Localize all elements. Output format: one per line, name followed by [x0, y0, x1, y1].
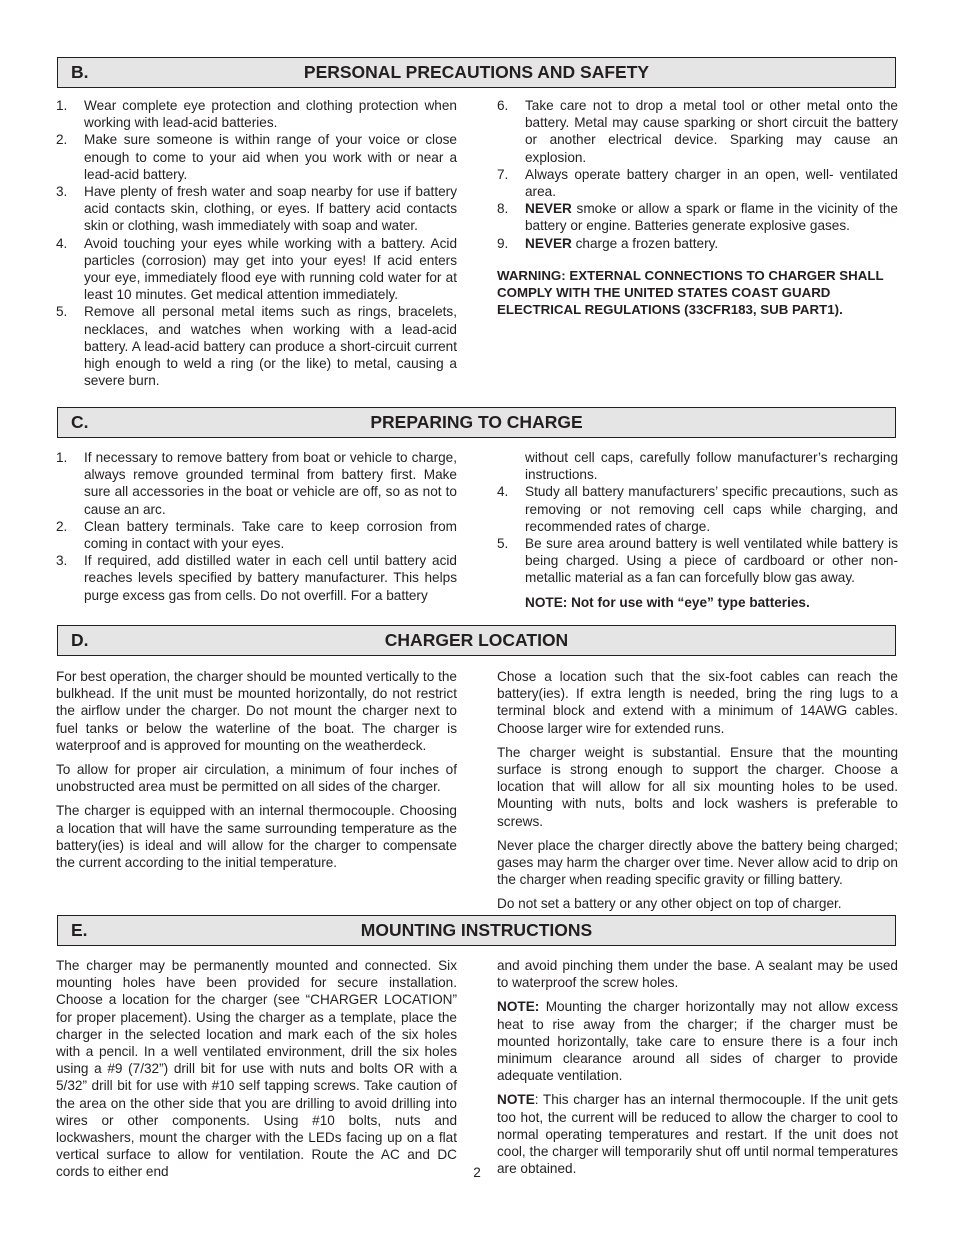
coast-guard-warning: WARNING: EXTERNAL CONNECTIONS TO CHARGER SHALL COMPLY WITH THE UNITED STATES COAST GUARD ELECTRICAL REGULATIONS (33CFR183, SUB PART1).: [497, 267, 884, 318]
item-text: If necessary to remove battery from boat or vehicle to charge, always remove grounded terminal from battery first. Make sure all accessories in the boat or vehicle are off, so as not to cause an arc.: [84, 450, 457, 517]
item-text: If required, add distilled water in each cell until battery acid reaches levels specified by battery manufacturer. This helps purge excess gas from cells. Do not overfill. For a battery: [84, 553, 457, 603]
paragraph: Do not set a battery or any other object on top of charger.: [497, 896, 842, 912]
item-emphasis: NEVER: [525, 201, 572, 217]
item-number: 4.: [497, 484, 509, 500]
section-b-right-list: [497, 97, 898, 252]
note-text: Mounting the charger horizontally may not allow excess heat to rise away from the charger; if the charger must be mounted horizontally, take care to ensure there is a four inch minimum clearance around all sides of charger to provide adequate ventilation.: [497, 999, 898, 1084]
section-d-title: CHARGER LOCATION: [384, 630, 569, 650]
section-b-letter: B.: [71, 62, 89, 82]
item-number: 3.: [56, 553, 68, 569]
section-b-header: [57, 57, 896, 88]
paragraph: and avoid pinching them under the base. A sealant may be used to waterproof the screw holes.: [497, 958, 898, 991]
paragraph: The charger may be permanently mounted and connected. Six mounting holes have been provided for secure installation. Choose a location for the charger (see “CHARGER LOCATION” for proper placement). Using the charger as a template, place the charger in the selected location and mark each of the six holes with a pencil. In a well ventilated environment, drill the six holes using a #9 (7/32”) drill bit for use with nuts and bolts OR with a 5/32” drill bit for use with #10 self tapping screws. Take caution of the area on the other side that you are drilling to avoid drilling into wires or other components. Using #10 bolts, nuts and lockwashers, mount the charger with the LEDs facing up on a flat vertical surface to allow for ventilation. Route the AC and DC cords to either end: [56, 958, 457, 1180]
item-number: 6.: [497, 98, 509, 113]
section-c-header: [57, 407, 896, 438]
section-d-right-column: [497, 668, 898, 920]
list-item: [497, 235, 898, 252]
item-number: 5.: [497, 536, 509, 552]
section-c-title: PREPARING TO CHARGE: [370, 412, 583, 432]
paragraph: For best operation, the charger should be mounted vertically to the bulkhead. If the unit must be mounted horizontally, do not restrict the airflow under the charger. Do not mount the charger next to fuel tanks or below the waterline of the boat. The charger is waterproof and is approved for mounting on the weatherdeck.: [56, 669, 457, 753]
item-number: 5.: [56, 304, 68, 320]
paragraph: The charger is equipped with an internal thermocouple. Choosing a location that will have the same surrounding temperature as the battery(ies) is ideal and will allow for the charger to compensate the current according to the initial temperature.: [56, 803, 457, 871]
list-item: [56, 518, 457, 552]
item-text: Make sure someone is within range of your voice or close enough to come to your aid when you work with or near a lead-acid battery.: [84, 132, 457, 182]
section-b-title: PERSONAL PRECAUTIONS AND SAFETY: [303, 62, 650, 82]
section-c-right-list: [497, 483, 898, 586]
item-text: Avoid touching your eyes while working with a battery. Acid particles (corrosion) may get into your eyes! If acid enters your eye, immediately flood eye with running cold water for at least 10 minutes. Get medical attention immediately.: [84, 235, 457, 303]
item-text: Be sure area around battery is well ventilated while battery is being charged. Using a piece of cardboard or other non-metallic material as a fan can forcefully blow gas away.: [525, 536, 898, 586]
item-text: Study all battery manufacturers’ specific precautions, such as removing or not removing cell caps while charging, and recommended rates of charge.: [525, 484, 898, 534]
item-number: 7.: [497, 166, 509, 182]
item-number: 8.: [497, 201, 509, 217]
eye-battery-note: NOTE: Not for use with “eye” type batteries.: [525, 594, 810, 610]
section-d-letter: D.: [71, 630, 89, 650]
paragraph: The charger weight is substantial. Ensure that the mounting surface is strong enough to support the charger. Choose a location that will allow for all six mounting holes to be used. Mounting with nuts, bolts and lock washers is preferable to screws.: [497, 744, 898, 829]
section-d-header: [57, 625, 896, 656]
section-e-title: MOUNTING INSTRUCTIONS: [360, 920, 593, 940]
item-text: Clean battery terminals. Take care to keep corrosion from coming in contact with your eyes.: [84, 518, 457, 552]
item-text: smoke or allow a spark or flame in the vicinity of the battery or engine. Batteries generate explosive gases.: [525, 201, 898, 234]
item-number: 1.: [56, 450, 68, 465]
note-text: : This charger has an internal thermocouple. If the unit gets too hot, the current will be reduced to allow the charger to cool to normal operating temperatures and restart. If the unit does not cool, the charger will temporarily shut off until normal temperatures are obtained.: [497, 1092, 898, 1177]
horizontal-mount-note: [497, 998, 898, 1084]
page-number: 2: [473, 1165, 481, 1180]
section-b-right-column: [497, 97, 898, 318]
item-number: 4.: [56, 235, 68, 251]
list-item: [56, 552, 457, 604]
note-label: NOTE:: [497, 999, 540, 1015]
item-number: 2.: [56, 518, 68, 534]
list-item: [56, 303, 457, 389]
item-number: 1.: [56, 98, 68, 113]
item-text: Take care not to drop a metal tool or other metal onto the battery. Metal may cause sparking or short circuit the battery or another electrical device. Sparking may cause an explosion.: [525, 98, 898, 165]
list-item: [56, 97, 457, 131]
item-number: 2.: [56, 132, 68, 148]
list-item: [56, 131, 457, 183]
section-d-left-column: [56, 668, 457, 878]
note-label: NOTE: [497, 1092, 535, 1108]
item-text: Have plenty of fresh water and soap nearby for use if battery acid contacts skin, clothing, or eyes. If battery acid contacts skin or clothing, wash immediately with soap and water.: [84, 184, 457, 234]
list-item: [497, 166, 898, 200]
list-item: [497, 200, 898, 234]
paragraph: Chose a location such that the six-foot cables can reach the battery(ies). If extra length is needed, bring the ring lugs to a terminal block and extend with a minimum of 14AWG cables. Choose larger wire for extended runs.: [497, 669, 898, 736]
item-number: 3.: [56, 184, 68, 200]
list-item: [497, 535, 898, 587]
item-emphasis: NEVER: [525, 235, 572, 251]
section-c-letter: C.: [71, 412, 89, 432]
item-text: Always operate battery charger in an open, well- ventilated area.: [525, 166, 898, 200]
section-c-left-column: [56, 449, 457, 604]
section-b-left-list: [56, 97, 457, 389]
item-number: 9.: [497, 235, 509, 251]
list-item: [56, 235, 457, 304]
item-text: Wear complete eye protection and clothing protection when working with lead-acid batteries.: [84, 98, 457, 131]
list-item: [56, 183, 457, 235]
item-text: charge a frozen battery.: [571, 235, 719, 251]
paragraph: To allow for proper air circulation, a minimum of four inches of unobstructed area must be permitted on all sides of the charger.: [56, 762, 457, 795]
section-b-left-column: [56, 97, 457, 389]
section-e-left-column: [56, 957, 457, 1188]
list-item: [497, 97, 898, 166]
list-item-continuation: without cell caps, carefully follow manufacturer’s recharging instructions.: [525, 450, 898, 483]
list-item: [497, 483, 898, 535]
section-c-left-list: [56, 449, 457, 604]
item-text: Remove all personal metal items such as rings, bracelets, necklaces, and watches when working with a lead-acid battery. A lead-acid battery can produce a short-circuit current high enough to weld a ring (or the like) to metal, causing a severe burn.: [84, 304, 457, 389]
section-e-letter: E.: [71, 920, 88, 940]
section-c-right-column: [497, 449, 898, 611]
list-item: [56, 449, 457, 518]
section-e-right-column: [497, 957, 898, 1184]
section-e-header: [57, 915, 896, 946]
paragraph: Never place the charger directly above the battery being charged; gases may harm the charger over time. Never allow acid to drip on the charger when reading specific gravity or filling battery.: [497, 837, 898, 888]
